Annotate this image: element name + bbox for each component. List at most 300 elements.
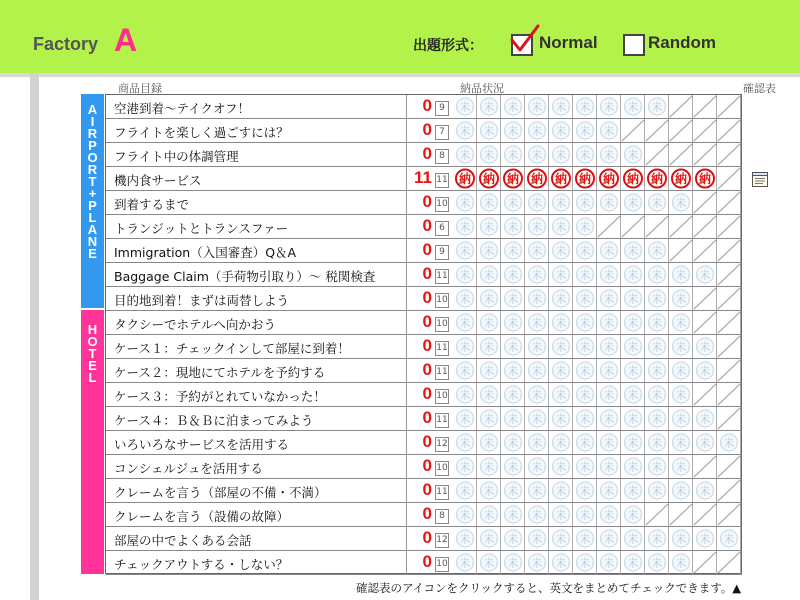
svg-text:未: 未	[579, 148, 591, 162]
pending-stamp-icon	[669, 479, 693, 502]
svg-text:未: 未	[651, 100, 663, 114]
pending-stamp-icon	[549, 311, 573, 334]
svg-text:未: 未	[627, 556, 639, 570]
product-title[interactable]: ケース２：現地にてホテルを予約する	[114, 365, 326, 380]
pending-stamp-icon	[573, 407, 597, 430]
svg-text:未: 未	[555, 412, 567, 426]
svg-text:未: 未	[603, 268, 615, 282]
svg-text:未: 未	[459, 244, 471, 258]
pending-stamp-icon	[501, 335, 525, 358]
pending-stamp-icon	[573, 287, 597, 310]
delivered-stamp-icon	[453, 167, 477, 190]
pending-stamp-icon	[501, 479, 525, 502]
empty-cell	[645, 503, 669, 526]
category-letter: L	[88, 370, 97, 385]
delivered-stamp-icon	[669, 167, 693, 190]
pending-stamp-icon	[621, 503, 645, 526]
svg-text:未: 未	[603, 412, 615, 426]
pending-stamp-icon	[453, 239, 477, 262]
delivered-stamp-icon	[477, 167, 501, 190]
pending-stamp-icon	[501, 263, 525, 286]
table-row[interactable]	[106, 167, 742, 191]
pending-stamp-icon	[597, 527, 621, 550]
svg-text:未: 未	[627, 364, 639, 378]
column-divider	[406, 455, 407, 478]
pending-stamp-icon	[573, 215, 597, 238]
svg-text:未: 未	[675, 412, 687, 426]
pending-stamp-icon	[669, 263, 693, 286]
category-letter: O	[87, 150, 98, 165]
confirm-sheet-icon[interactable]	[751, 170, 769, 188]
svg-text:未: 未	[651, 460, 663, 474]
delivered-stamp-icon	[501, 167, 525, 190]
svg-text:未: 未	[483, 412, 495, 426]
product-title[interactable]: チェックアウトする・しない？	[114, 557, 289, 572]
delivered-stamp-icon	[645, 167, 669, 190]
svg-text:未: 未	[555, 364, 567, 378]
product-title[interactable]: 到着するまで	[114, 197, 190, 212]
pending-stamp-icon	[501, 287, 525, 310]
pending-stamp-icon	[477, 239, 501, 262]
footer-note: 確認表のアイコンをクリックすると、英文をまとめてチェックできます。▲	[356, 581, 742, 595]
pending-stamp-icon	[645, 359, 669, 382]
pending-stamp-icon	[501, 191, 525, 214]
svg-text:未: 未	[603, 316, 615, 330]
svg-text:未: 未	[651, 388, 663, 402]
svg-text:未: 未	[531, 196, 543, 210]
table-row[interactable]	[106, 95, 742, 119]
category-letter: R	[87, 162, 98, 177]
svg-text:未: 未	[603, 436, 615, 450]
delivered-count: 0	[422, 552, 432, 571]
empty-cell	[717, 383, 741, 406]
pending-stamp-icon	[717, 527, 741, 550]
total-count: 7	[435, 125, 449, 140]
svg-text:納: 納	[506, 172, 520, 186]
product-title[interactable]: コンシェルジュを活用する	[114, 461, 263, 476]
column-divider	[406, 191, 407, 214]
pending-stamp-icon	[525, 95, 549, 118]
empty-cell	[669, 95, 693, 118]
table-row[interactable]	[106, 143, 742, 167]
empty-cell	[693, 191, 717, 214]
svg-text:未: 未	[579, 100, 591, 114]
pending-stamp-icon	[549, 287, 573, 310]
empty-cell	[669, 143, 693, 166]
pending-stamp-icon	[621, 359, 645, 382]
svg-text:未: 未	[531, 412, 543, 426]
svg-text:未: 未	[627, 244, 639, 258]
pending-stamp-icon	[501, 383, 525, 406]
pending-stamp-icon	[669, 335, 693, 358]
random-mode-checkbox[interactable]	[623, 34, 645, 56]
total-count: 10	[435, 461, 449, 476]
svg-text:未: 未	[627, 436, 639, 450]
svg-text:未: 未	[459, 340, 471, 354]
svg-text:未: 未	[627, 340, 639, 354]
svg-text:未: 未	[699, 412, 711, 426]
empty-cell	[717, 359, 741, 382]
product-title[interactable]: クレームを言う（設備の故障）	[114, 509, 290, 524]
svg-text:未: 未	[483, 460, 495, 474]
svg-text:未: 未	[507, 412, 519, 426]
pending-stamp-icon	[549, 143, 573, 166]
table-row[interactable]	[106, 239, 742, 263]
product-title[interactable]: 部屋の中でよくある会話	[114, 533, 252, 548]
category-letter: O	[87, 334, 98, 349]
svg-text:未: 未	[627, 532, 639, 546]
product-title[interactable]: フライト中の体調管理	[114, 149, 239, 164]
table-row[interactable]	[106, 431, 742, 455]
product-title[interactable]: 空港到着～テイクオフ！	[114, 101, 251, 116]
table-row[interactable]	[106, 335, 742, 359]
pending-stamp-icon	[525, 359, 549, 382]
product-title[interactable]: タクシーでホテルへ向かおう	[114, 317, 276, 332]
delivered-count: 0	[422, 432, 432, 451]
pending-stamp-icon	[501, 95, 525, 118]
pending-stamp-icon	[477, 383, 501, 406]
product-title[interactable]: クレームを言う（部屋の不備・不満）	[114, 485, 327, 500]
pending-stamp-icon	[477, 311, 501, 334]
pending-stamp-icon	[573, 503, 597, 526]
factory-letter: A	[114, 22, 138, 58]
product-title[interactable]: フライトを楽しく過ごすには？	[114, 125, 289, 140]
pending-stamp-icon	[669, 287, 693, 310]
product-title[interactable]: Immigration（入国審査）Q＆A	[114, 245, 297, 260]
svg-text:未: 未	[507, 484, 519, 498]
pending-stamp-icon	[477, 455, 501, 478]
svg-text:未: 未	[627, 484, 639, 498]
product-title[interactable]: いろいろなサービスを活用する	[114, 437, 290, 452]
svg-text:未: 未	[579, 244, 591, 258]
svg-text:未: 未	[651, 340, 663, 354]
pending-stamp-icon	[501, 407, 525, 430]
total-count: 11	[435, 365, 449, 380]
svg-text:未: 未	[675, 268, 687, 282]
pending-stamp-icon	[501, 311, 525, 334]
pending-stamp-icon	[669, 407, 693, 430]
table-row[interactable]	[106, 383, 742, 407]
pending-stamp-icon	[573, 239, 597, 262]
svg-text:未: 未	[699, 436, 711, 450]
empty-cell	[717, 95, 741, 118]
pending-stamp-icon	[573, 143, 597, 166]
svg-text:未: 未	[723, 532, 735, 546]
svg-text:未: 未	[579, 484, 591, 498]
delivered-stamp-icon	[597, 167, 621, 190]
svg-text:未: 未	[603, 124, 615, 138]
delivered-count: 0	[422, 144, 432, 163]
table-row[interactable]	[106, 551, 742, 575]
pending-stamp-icon	[597, 143, 621, 166]
delivered-stamp-icon	[693, 167, 717, 190]
svg-text:未: 未	[483, 220, 495, 234]
table-row[interactable]	[106, 287, 742, 311]
column-divider	[406, 239, 407, 262]
checkmark-icon	[507, 24, 541, 54]
svg-text:未: 未	[507, 364, 519, 378]
table-row[interactable]	[106, 455, 742, 479]
column-divider	[406, 95, 407, 118]
svg-text:未: 未	[699, 364, 711, 378]
svg-text:未: 未	[507, 124, 519, 138]
pending-stamp-icon	[525, 119, 549, 142]
svg-text:未: 未	[579, 292, 591, 306]
table-row[interactable]	[106, 527, 742, 551]
category-letter: A	[87, 102, 98, 117]
delivered-count: 0	[422, 480, 432, 499]
empty-cell	[693, 239, 717, 262]
empty-cell	[645, 215, 669, 238]
pending-stamp-icon	[549, 119, 573, 142]
pending-stamp-icon	[573, 95, 597, 118]
svg-text:未: 未	[603, 460, 615, 474]
svg-text:未: 未	[651, 412, 663, 426]
column-divider	[406, 287, 407, 310]
svg-text:未: 未	[579, 412, 591, 426]
svg-text:納: 納	[482, 172, 496, 186]
delivered-count: 11	[414, 168, 432, 187]
pending-stamp-icon	[669, 311, 693, 334]
pending-stamp-icon	[645, 263, 669, 286]
pending-stamp-icon	[597, 119, 621, 142]
total-count: 10	[435, 197, 449, 212]
svg-text:未: 未	[627, 460, 639, 474]
product-title[interactable]: 機内食サービス	[114, 173, 202, 188]
svg-text:未: 未	[507, 460, 519, 474]
svg-text:未: 未	[603, 196, 615, 210]
empty-cell	[669, 503, 693, 526]
svg-text:未: 未	[603, 340, 615, 354]
empty-cell	[717, 479, 741, 502]
pending-stamp-icon	[573, 551, 597, 574]
svg-text:未: 未	[531, 460, 543, 474]
svg-text:未: 未	[483, 100, 495, 114]
svg-text:未: 未	[627, 148, 639, 162]
empty-cell	[669, 119, 693, 142]
svg-text:未: 未	[459, 556, 471, 570]
category-letter: N	[87, 234, 98, 249]
pending-stamp-icon	[573, 359, 597, 382]
svg-text:納: 納	[626, 172, 640, 186]
svg-text:未: 未	[603, 508, 615, 522]
empty-cell	[621, 215, 645, 238]
pending-stamp-icon	[501, 527, 525, 550]
total-count: 12	[435, 437, 449, 452]
svg-text:未: 未	[531, 124, 543, 138]
empty-cell	[717, 335, 741, 358]
svg-text:未: 未	[579, 196, 591, 210]
pending-stamp-icon	[453, 479, 477, 502]
svg-text:未: 未	[627, 388, 639, 402]
column-divider	[406, 479, 407, 502]
mode-label: 出題形式：	[413, 38, 483, 54]
pending-stamp-icon	[621, 455, 645, 478]
svg-text:未: 未	[531, 268, 543, 282]
pending-stamp-icon	[621, 311, 645, 334]
normal-mode-label[interactable]: Normal	[539, 33, 598, 52]
product-title[interactable]: Baggage Claim（手荷物引取り）～ 税関検査	[114, 269, 376, 284]
pending-stamp-icon	[453, 287, 477, 310]
category-hotel	[81, 310, 104, 574]
pending-stamp-icon	[501, 239, 525, 262]
random-mode-label[interactable]: Random	[648, 33, 716, 52]
svg-text:未: 未	[459, 292, 471, 306]
svg-text:未: 未	[531, 316, 543, 330]
table-row[interactable]	[106, 191, 742, 215]
table-row[interactable]	[106, 119, 742, 143]
total-count: 11	[435, 485, 449, 500]
pending-stamp-icon	[477, 263, 501, 286]
table-row[interactable]	[106, 311, 742, 335]
svg-text:未: 未	[483, 148, 495, 162]
total-count: 8	[435, 509, 449, 524]
svg-text:未: 未	[507, 316, 519, 330]
pending-stamp-icon	[453, 119, 477, 142]
column-divider	[406, 407, 407, 430]
svg-text:未: 未	[675, 460, 687, 474]
pending-stamp-icon	[549, 479, 573, 502]
empty-cell	[717, 143, 741, 166]
product-title[interactable]: 目的地到着！まずは両替しよう	[114, 293, 290, 308]
delivered-stamp-icon	[549, 167, 573, 190]
pending-stamp-icon	[525, 431, 549, 454]
pending-stamp-icon	[525, 383, 549, 406]
pending-stamp-icon	[693, 479, 717, 502]
svg-text:未: 未	[555, 388, 567, 402]
pending-stamp-icon	[477, 431, 501, 454]
pending-stamp-icon	[645, 551, 669, 574]
column-header-products: 商品目録	[118, 82, 162, 95]
pending-stamp-icon	[597, 479, 621, 502]
delivered-count: 0	[422, 216, 432, 235]
product-title[interactable]: ケース１：チェックインして部屋に到着！	[114, 341, 350, 356]
empty-cell	[693, 287, 717, 310]
svg-text:未: 未	[531, 148, 543, 162]
pending-stamp-icon	[573, 191, 597, 214]
table-row[interactable]	[106, 263, 742, 287]
pending-stamp-icon	[669, 431, 693, 454]
pending-stamp-icon	[645, 455, 669, 478]
column-divider	[406, 359, 407, 382]
empty-cell	[693, 551, 717, 574]
pending-stamp-icon	[525, 263, 549, 286]
category-letter: T	[88, 346, 97, 361]
pending-stamp-icon	[693, 431, 717, 454]
svg-text:未: 未	[627, 292, 639, 306]
table-row[interactable]	[106, 407, 742, 431]
empty-cell	[621, 119, 645, 142]
delivered-count: 0	[422, 360, 432, 379]
pending-stamp-icon	[453, 191, 477, 214]
delivered-count: 0	[422, 504, 432, 523]
svg-text:未: 未	[555, 196, 567, 210]
product-title[interactable]: ケース４：Ｂ＆Ｂに泊まってみよう	[114, 413, 314, 428]
pending-stamp-icon	[477, 527, 501, 550]
svg-text:未: 未	[531, 100, 543, 114]
total-count: 10	[435, 317, 449, 332]
pending-stamp-icon	[645, 311, 669, 334]
table-row[interactable]	[106, 359, 742, 383]
svg-text:未: 未	[675, 556, 687, 570]
pending-stamp-icon	[477, 287, 501, 310]
category-letter: P	[88, 138, 97, 153]
svg-text:未: 未	[507, 556, 519, 570]
svg-text:未: 未	[651, 268, 663, 282]
pending-stamp-icon	[621, 335, 645, 358]
column-divider	[406, 383, 407, 406]
delivered-count: 0	[422, 120, 432, 139]
svg-text:未: 未	[507, 340, 519, 354]
column-divider	[406, 527, 407, 550]
empty-cell	[693, 383, 717, 406]
pending-stamp-icon	[573, 431, 597, 454]
svg-text:未: 未	[627, 508, 639, 522]
pending-stamp-icon	[597, 95, 621, 118]
total-count: 10	[435, 557, 449, 572]
table-row[interactable]	[106, 503, 742, 527]
pending-stamp-icon	[645, 287, 669, 310]
pending-stamp-icon	[453, 383, 477, 406]
product-title[interactable]: ケース３：予約がとれていなかった！	[114, 389, 326, 404]
svg-text:未: 未	[579, 220, 591, 234]
pending-stamp-icon	[453, 551, 477, 574]
svg-text:未: 未	[603, 388, 615, 402]
svg-text:未: 未	[531, 508, 543, 522]
pending-stamp-icon	[693, 263, 717, 286]
empty-cell	[693, 143, 717, 166]
pending-stamp-icon	[645, 383, 669, 406]
delivered-stamp-icon	[525, 167, 549, 190]
column-divider	[406, 143, 407, 166]
svg-text:未: 未	[555, 148, 567, 162]
svg-text:未: 未	[531, 364, 543, 378]
svg-text:未: 未	[459, 100, 471, 114]
pending-stamp-icon	[549, 335, 573, 358]
category-letter: +	[88, 186, 97, 201]
pending-stamp-icon	[453, 503, 477, 526]
pending-stamp-icon	[669, 551, 693, 574]
svg-text:未: 未	[675, 316, 687, 330]
pending-stamp-icon	[597, 359, 621, 382]
svg-text:未: 未	[555, 340, 567, 354]
svg-text:納: 納	[602, 172, 616, 186]
total-count: 11	[435, 413, 449, 428]
table-row[interactable]	[106, 215, 742, 239]
svg-text:未: 未	[555, 316, 567, 330]
svg-text:未: 未	[651, 532, 663, 546]
pending-stamp-icon	[645, 191, 669, 214]
pending-stamp-icon	[645, 407, 669, 430]
table-row[interactable]	[106, 479, 742, 503]
pending-stamp-icon	[525, 551, 549, 574]
pending-stamp-icon	[477, 143, 501, 166]
product-title[interactable]: トランジットとトランスファー	[114, 221, 289, 236]
svg-text:未: 未	[483, 556, 495, 570]
svg-text:未: 未	[459, 436, 471, 450]
svg-text:未: 未	[579, 556, 591, 570]
svg-text:未: 未	[507, 244, 519, 258]
svg-text:未: 未	[483, 532, 495, 546]
pending-stamp-icon	[477, 119, 501, 142]
svg-text:未: 未	[555, 124, 567, 138]
svg-text:未: 未	[531, 556, 543, 570]
pending-stamp-icon	[477, 191, 501, 214]
svg-text:未: 未	[483, 436, 495, 450]
pending-stamp-icon	[549, 431, 573, 454]
pending-stamp-icon	[453, 215, 477, 238]
pending-stamp-icon	[501, 215, 525, 238]
